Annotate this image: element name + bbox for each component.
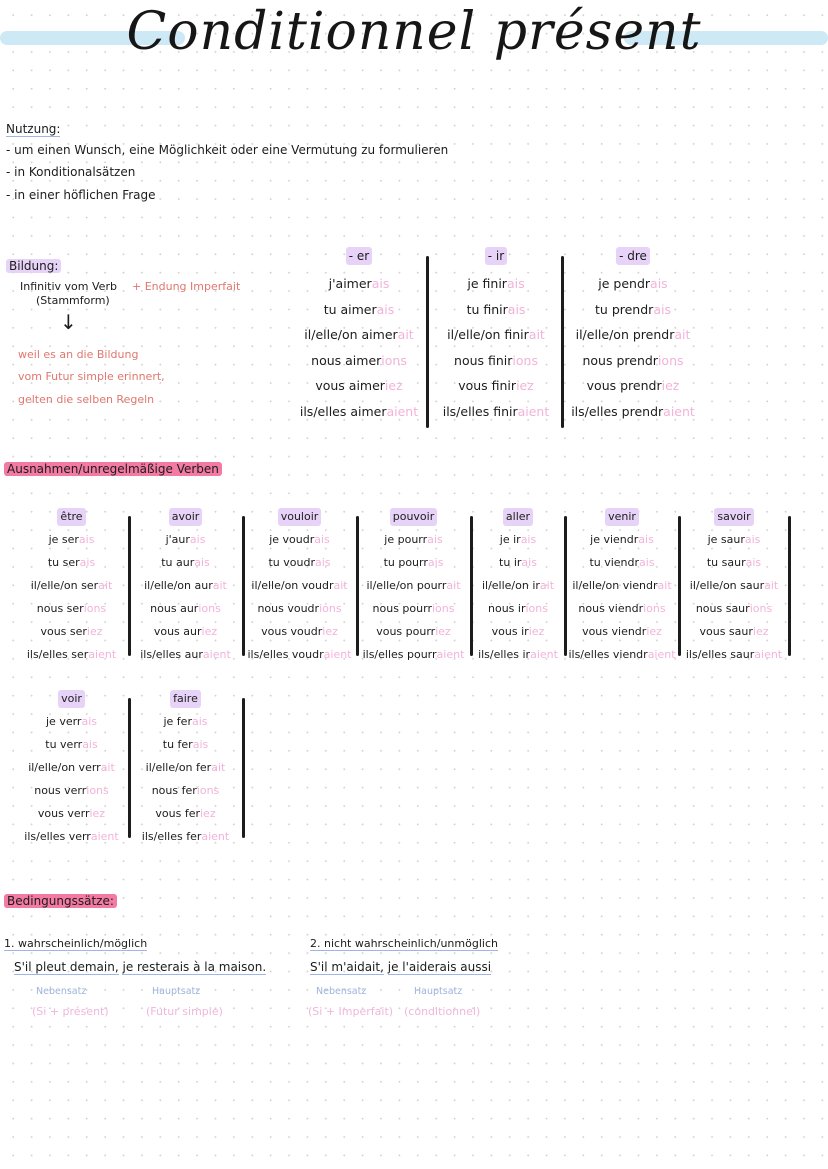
- conj-row: je finirais: [467, 276, 525, 291]
- verb-row: ils/elles feraient: [141, 830, 230, 843]
- verb-row: ils/elles viendraient: [568, 648, 676, 661]
- column-divider: [242, 698, 245, 838]
- conj-row: nous prendrions: [582, 352, 684, 368]
- verb-row: il/elle/on pourrait: [366, 579, 461, 592]
- example-2-tense-hauptsatz: (conditionnel): [404, 1005, 481, 1018]
- verb-head: savoir: [714, 508, 753, 526]
- bildung-note-line: gelten die selben Regeln: [18, 393, 155, 406]
- verb-head: avoir: [169, 508, 203, 526]
- verb-row: il/elle/on voudrait: [251, 579, 348, 592]
- verb-row: ils/elles pourraient: [362, 648, 465, 661]
- nutzung-item: - in einer höflichen Frage: [6, 188, 156, 202]
- conj-row: tu prendrais: [595, 301, 671, 317]
- conj-row: je pendrais: [598, 276, 668, 291]
- conj-col-ir: [431, 245, 561, 424]
- verb-row: vous verriez: [37, 807, 106, 820]
- verb-col-avoir: [132, 505, 239, 666]
- verb-row: il/elle/on serait: [30, 579, 113, 592]
- conj-col-dre: [566, 245, 700, 424]
- verb-row: je viendrais: [590, 533, 654, 546]
- verb-row: vous pourriez: [376, 625, 451, 638]
- verb-row: tu aurais: [161, 556, 210, 569]
- verb-row: tu saurais: [706, 556, 762, 569]
- verb-row: il/elle/on aurait: [144, 579, 227, 592]
- verb-col-venir: [568, 505, 676, 666]
- verb-row: tu verrais: [45, 738, 98, 751]
- example-2-tense-nebensatz: (Si + Imperfait): [308, 1005, 394, 1018]
- verb-row: ils/elles verraient: [24, 830, 119, 843]
- verb-head: venir: [605, 508, 639, 526]
- nutzung-item: - in Konditionalsätzen: [6, 165, 136, 179]
- conj-row: il/elle/on finirait: [447, 327, 545, 342]
- conj-head: - ir: [485, 247, 507, 265]
- column-divider: [426, 256, 429, 428]
- ausnahmen-heading: Ausnahmen/unregelmäßige Verben: [4, 460, 222, 478]
- bildung-stammform: (Stammform): [36, 294, 110, 307]
- verb-head: pouvoir: [390, 508, 438, 526]
- conj-row: j'aimerais: [328, 276, 390, 291]
- verb-row: nous irions: [488, 602, 548, 615]
- column-divider: [470, 516, 473, 656]
- conj-col-er: [292, 245, 426, 424]
- verb-col-pouvoir: [360, 505, 467, 666]
- verb-head: faire: [170, 690, 201, 708]
- conj-row: tu aimerais: [323, 301, 395, 317]
- example-2-label-nebensatz: Nebensatz: [316, 986, 367, 997]
- verb-row: vous auriez: [153, 625, 218, 638]
- column-divider: [242, 516, 245, 656]
- bildung-heading: Bildung:: [6, 257, 61, 275]
- conj-row: vous prendriez: [586, 378, 680, 393]
- verb-row: vous seriez: [40, 625, 103, 638]
- column-divider: [678, 516, 681, 656]
- verb-row: nous aurions: [150, 602, 221, 615]
- verb-row: je verrais: [46, 715, 97, 728]
- example-1-label-hauptsatz: Hauptsatz: [152, 986, 201, 997]
- bildung-note-line: vom Futur simple erinnert,: [18, 370, 165, 383]
- column-divider: [356, 516, 359, 656]
- verb-row: tu irais: [499, 556, 537, 569]
- column-divider: [564, 516, 567, 656]
- example-1-tense-hauptsatz: (Futur simple): [146, 1005, 223, 1018]
- conj-row: ils/elles aimeraient: [299, 403, 419, 419]
- verb-row: tu pourrais: [383, 556, 444, 569]
- example-1-title: 1. wahrscheinlich/möglich: [4, 937, 148, 950]
- column-divider: [788, 516, 791, 656]
- verb-row: nous viendrions: [578, 602, 666, 615]
- verb-row: je irais: [499, 533, 537, 546]
- verb-row: nous saurions: [695, 602, 773, 615]
- conj-head: - dre: [616, 247, 650, 265]
- verb-head: voir: [58, 690, 85, 708]
- verb-row: vous sauriez: [699, 625, 769, 638]
- verb-row: vous feriez: [155, 807, 216, 820]
- verb-col-vouloir: [246, 505, 353, 666]
- verb-row: il/elle/on viendrait: [572, 579, 672, 592]
- verb-row: ils/elles sauraient: [685, 648, 783, 661]
- column-divider: [128, 698, 131, 838]
- verb-row: tu serais: [47, 556, 96, 569]
- conj-row: il/elle/on aimerait: [304, 327, 414, 342]
- verb-row: il/elle/on saurait: [689, 579, 779, 592]
- verb-row: je voudrais: [269, 533, 330, 546]
- example-1-tense-nebensatz: (Si + présent): [32, 1005, 109, 1018]
- conj-row: ils/elles prendraient: [571, 403, 695, 419]
- verb-row: ils/elles seraient: [26, 648, 117, 661]
- verb-row: nous voudrions: [257, 602, 342, 615]
- bildung-note-line: weil es an die Bildung: [18, 348, 139, 361]
- verb-row: nous ferions: [151, 784, 220, 797]
- verb-row: je serais: [48, 533, 95, 546]
- verb-row: vous voudriez: [261, 625, 338, 638]
- verb-head: être: [57, 508, 85, 526]
- verb-row: il/elle/on verrait: [28, 761, 115, 774]
- conj-row: il/elle/on prendrait: [575, 327, 691, 342]
- verb-row: ils/elles voudraient: [247, 648, 352, 661]
- verb-head: vouloir: [278, 508, 322, 526]
- verb-head: aller: [503, 508, 533, 526]
- verb-row: tu voudrais: [268, 556, 331, 569]
- example-2-sentence: S'il m'aidait, je l'aiderais aussi: [310, 960, 492, 974]
- verb-row: nous serions: [36, 602, 107, 615]
- verb-col-faire: [132, 687, 239, 848]
- column-divider: [128, 516, 131, 656]
- verb-col-etre: [18, 505, 125, 666]
- bedingung-heading: Bedingungssätze:: [4, 892, 117, 910]
- nutzung-item: - um einen Wunsch, eine Möglichkeit oder eine Vermutung zu formulieren: [6, 143, 449, 157]
- conj-row: vous aimeriez: [315, 378, 403, 393]
- verb-row: je saurais: [707, 533, 761, 546]
- example-2-label-hauptsatz: Hauptsatz: [414, 986, 463, 997]
- verb-col-voir: [18, 687, 125, 848]
- conj-row: vous finiriez: [458, 378, 534, 393]
- example-1-sentence: S'il pleut demain, je resterais à la maison.: [14, 960, 267, 974]
- arrow-down-icon: ↓: [60, 310, 77, 334]
- verb-row: je ferais: [163, 715, 208, 728]
- verb-row: ils/elles auraient: [140, 648, 231, 661]
- verb-row: tu viendrais: [589, 556, 655, 569]
- conj-row: nous aimerions: [311, 352, 407, 368]
- nutzung-heading: Nutzung:: [6, 122, 61, 136]
- verb-row: nous verrions: [34, 784, 109, 797]
- conj-row: tu finirais: [466, 301, 526, 317]
- verb-row: il/elle/on ferait: [145, 761, 226, 774]
- verb-row: j'aurais: [165, 533, 206, 546]
- verb-col-savoir: [682, 505, 786, 666]
- verb-row: vous viendriez: [582, 625, 662, 638]
- conj-row: ils/elles finiraient: [442, 403, 550, 419]
- page-title: Conditionnel présent: [126, 2, 702, 62]
- verb-row: ils/elles iraient: [478, 648, 558, 661]
- bildung-endung: + Endung Imperfait: [132, 280, 241, 293]
- verb-row: tu ferais: [162, 738, 209, 751]
- conj-row: nous finirions: [454, 352, 538, 368]
- bildung-infinitiv: Infinitiv vom Verb: [20, 280, 117, 293]
- conj-head: - er: [346, 247, 372, 265]
- column-divider: [561, 256, 564, 428]
- example-1-label-nebensatz: Nebensatz: [36, 986, 87, 997]
- verb-col-aller: [474, 505, 562, 666]
- verb-row: je pourrais: [384, 533, 443, 546]
- verb-row: vous iriez: [491, 625, 545, 638]
- verb-row: nous pourrions: [372, 602, 455, 615]
- example-2-title: 2. nicht wahrscheinlich/unmöglich: [310, 937, 498, 950]
- verb-row: il/elle/on irait: [481, 579, 555, 592]
